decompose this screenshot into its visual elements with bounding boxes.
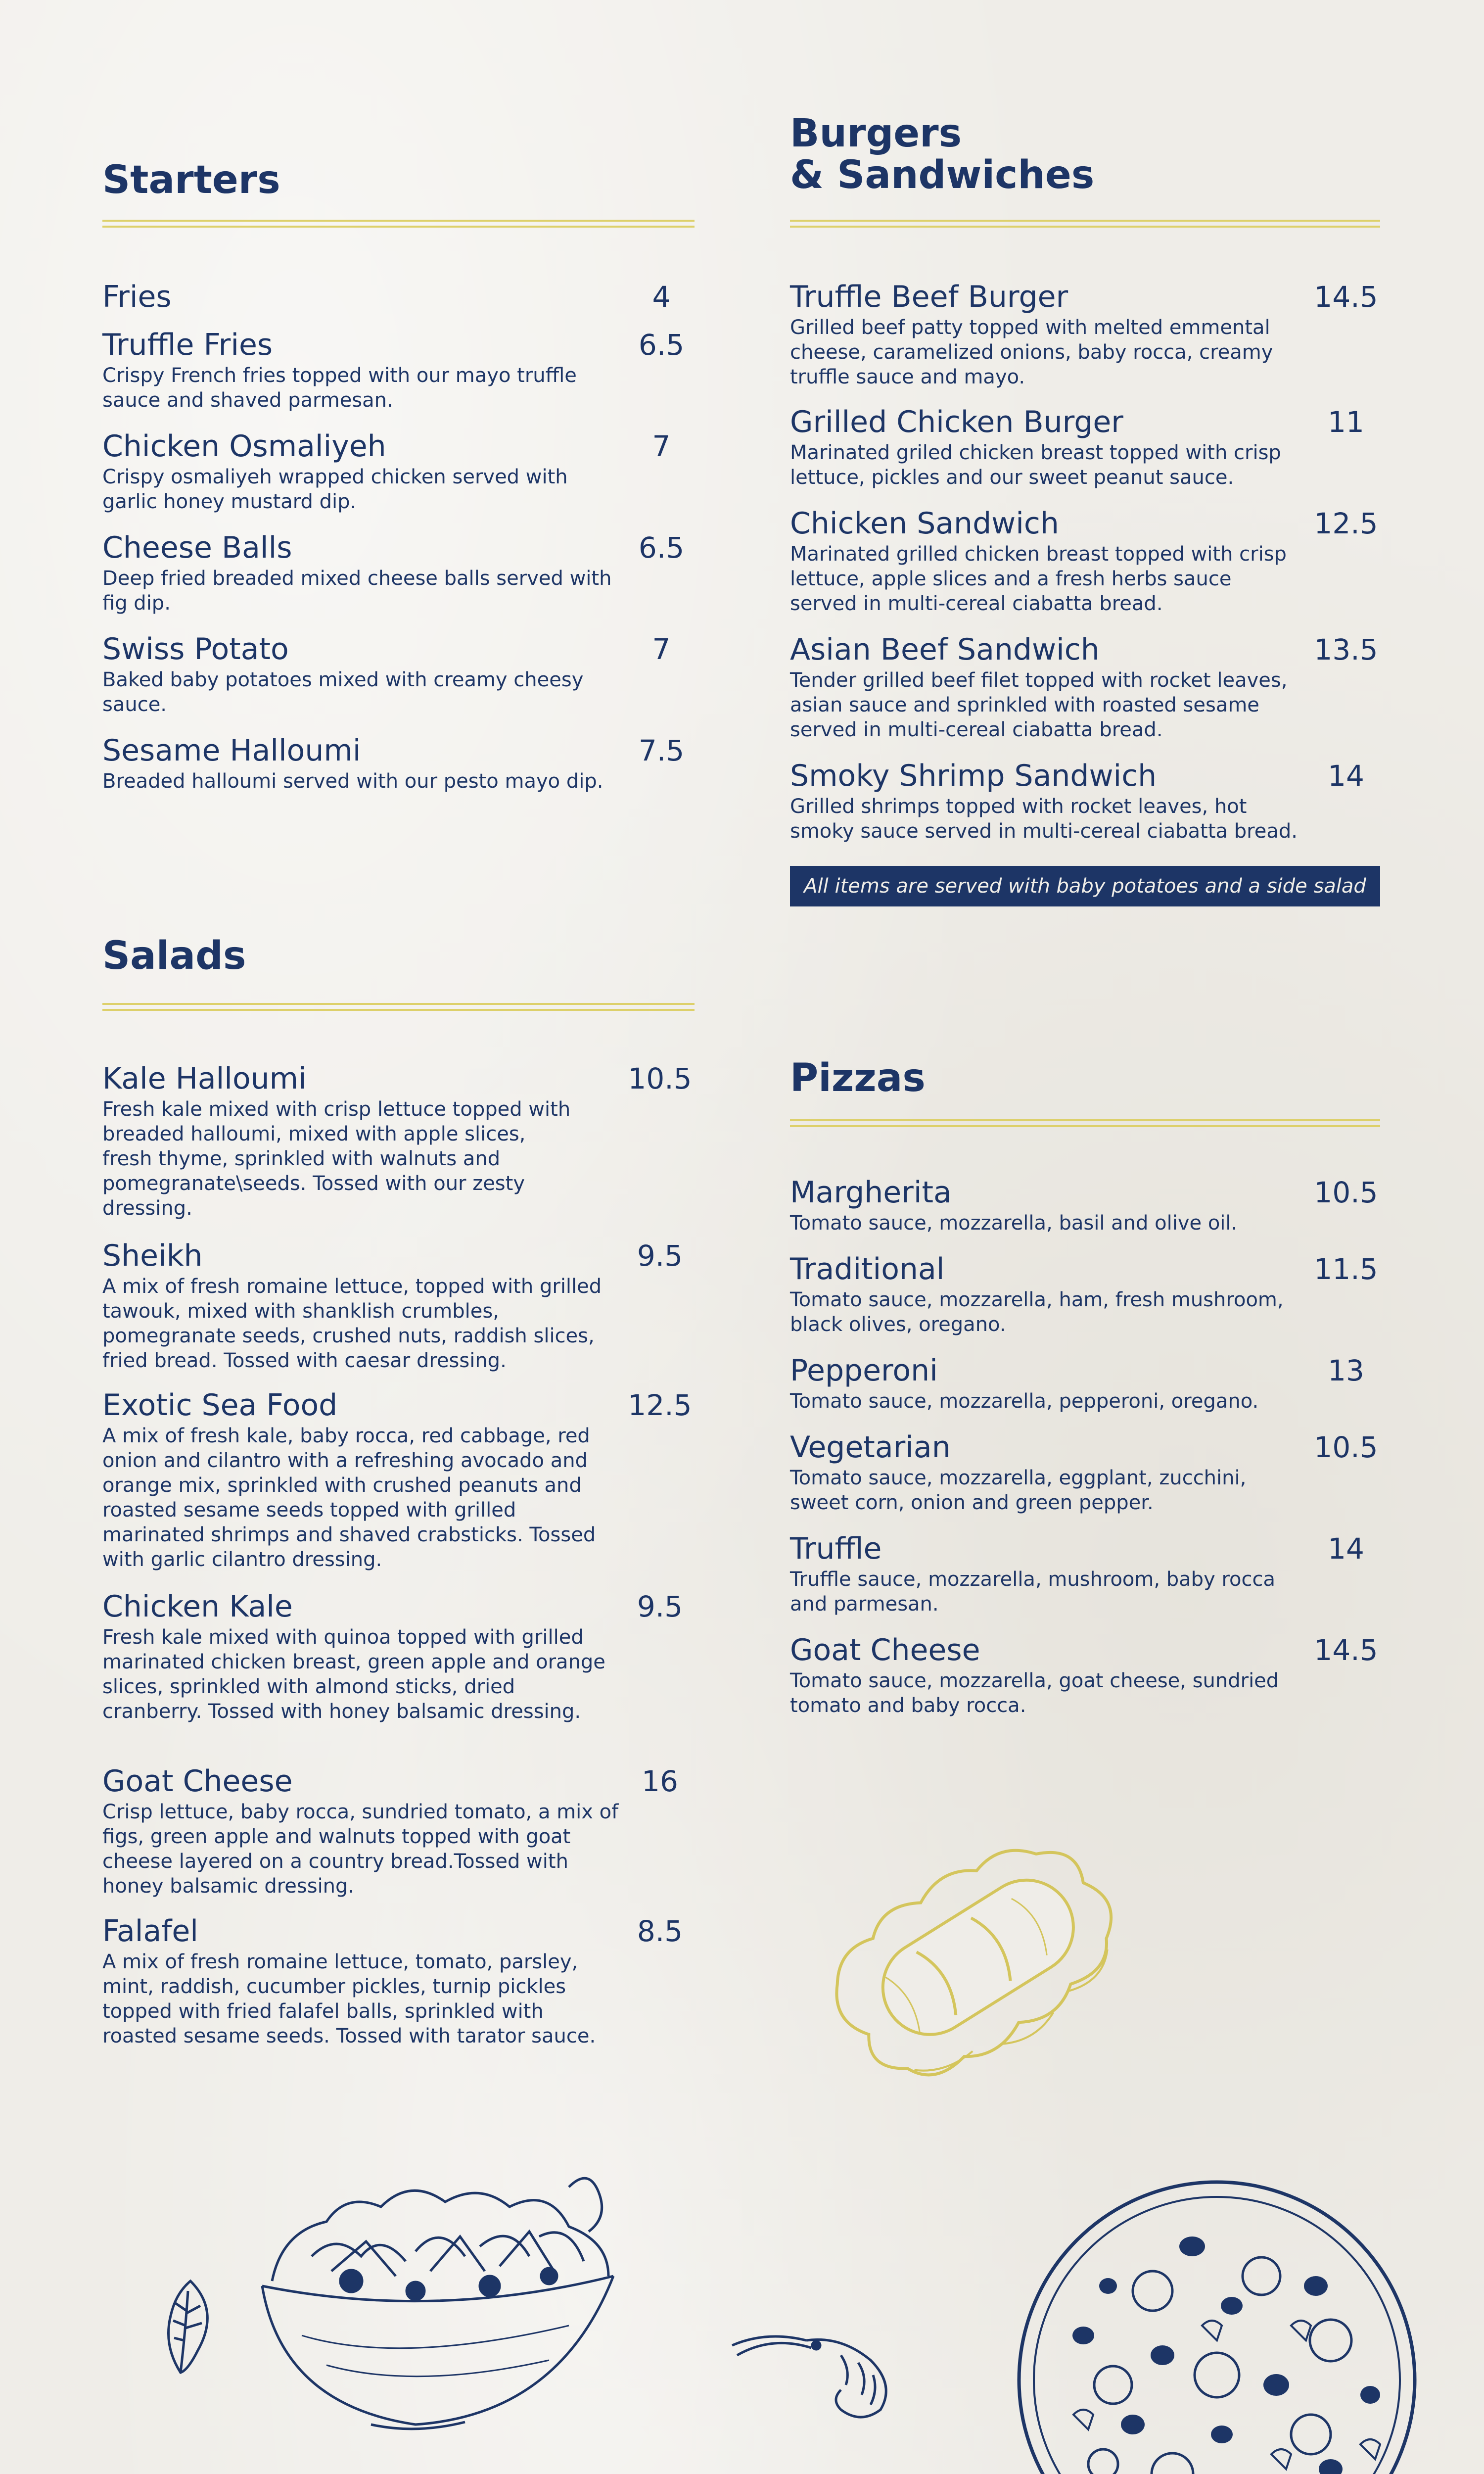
item-description: Grilled beef patty topped with melted emmental cheese, caramelized onions, baby rocca, creamy truffle sauce and mayo. [790,316,1273,388]
menu-item [102,328,711,413]
item-name: Asian Beef Sandwich [790,632,1100,667]
item-description: Crisp lettuce, baby rocca, sundried tomato, a mix of figs, green apple and walnuts topped with goat cheese layered on a country bread.Tossed with honey balsamic dressing. [102,1801,619,1898]
item-name: Smoky Shrimp Sandwich [790,759,1157,793]
item-name: Chicken Osmaliyeh [102,429,386,464]
pizza-illustration [1014,2177,1420,2474]
item-name: Sesame Halloumi [102,733,361,768]
menu-item [790,1175,1398,1236]
pizzas-divider [790,1119,1380,1127]
item-description: Fresh kale mixed with crisp lettuce topped with breaded halloumi, mixed with apple slices, fresh thyme, sprinkled with walnuts and pomegranate\seeds. Tossed with our zesty dressing. [102,1098,571,1220]
menu-item [790,506,1398,616]
menu-item [790,1430,1398,1515]
item-price: 7.5 [638,734,685,767]
item-price: 10.5 [1314,1176,1378,1209]
item-description: Marinated grilled chicken breast topped with crisp lettuce, apple slices and a fresh herbs sauce served in multi-cereal ciabatta bread. [790,543,1287,615]
item-price: 8.5 [637,1914,683,1948]
item-description: Tomato sauce, mozzarella, eggplant, zucchini, sweet corn, onion and green pepper. [790,1467,1247,1514]
item-name: Swiss Potato [102,632,289,666]
item-name: Goat Cheese [102,1764,293,1799]
item-price: 9.5 [637,1590,683,1623]
salads-divider [102,1003,695,1011]
menu-item [102,1914,711,2048]
menu-item [790,1252,1398,1337]
menu-item [790,632,1398,742]
menu-item [102,429,711,514]
burgers-title: Burgers & Sandwiches [790,111,1095,197]
item-price: 10.5 [1314,1430,1378,1464]
item-price: 14 [1328,1532,1364,1566]
item-name: Exotic Sea Food [102,1388,338,1423]
item-name: Vegetarian [790,1430,951,1465]
menu-item [102,1238,711,1373]
item-description: Baked baby potatoes mixed with creamy cheesy sauce. [102,668,584,716]
item-description: Tomato sauce, mozzarella, basil and olive oil. [790,1212,1238,1235]
item-price: 13.5 [1314,633,1378,666]
item-name: Grilled Chicken Burger [790,405,1123,439]
item-description: Tomato sauce, mozzarella, goat cheese, sundried tomato and baby rocca. [790,1669,1279,1717]
item-price: 11 [1328,405,1364,439]
item-description: Tomato sauce, mozzarella, pepperoni, oregano. [790,1390,1259,1413]
menu-item [790,759,1398,844]
menu-item [790,1353,1398,1414]
item-name: Falafel [102,1914,198,1949]
burgers-divider [790,220,1380,228]
menu-item [790,280,1398,389]
item-price: 14.5 [1314,280,1378,314]
menu-item [790,1531,1398,1617]
menu-item [102,1589,711,1724]
salads-title: Salads [102,934,246,978]
menu-item [102,530,711,616]
item-name: Sheikh [102,1238,203,1273]
item-description: Marinated griled chicken breast topped with crisp lettuce, pickles and our sweet peanut sauce. [790,441,1281,489]
item-name: Fries [102,280,172,314]
item-name: Chicken Kale [102,1589,293,1624]
item-description: Breaded halloumi served with our pesto mayo dip. [102,770,603,793]
menu-item [790,405,1398,490]
item-description: A mix of fresh kale, baby rocca, red cabbage, red onion and cilantro with a refreshing avocado and orange mix, sprinkled with crushed peanuts and roasted sesame seeds topped with grilled marinated shrimps and shaved crabsticks. Tossed with garlic cilantro dressing. [102,1425,596,1571]
item-name: Truffle Fries [102,328,273,362]
item-price: 16 [642,1764,678,1798]
item-name: Truffle Beef Burger [790,280,1068,314]
shrimp-illustration [727,2326,915,2425]
item-name: Cheese Balls [102,530,292,565]
item-description: Deep fried breaded mixed cheese balls served with fig dip. [102,567,612,615]
item-description: Crispy osmaliyeh wrapped chicken served with garlic honey mustard dip. [102,466,568,513]
item-name: Kale Halloumi [102,1061,307,1096]
item-price: 13 [1328,1354,1364,1387]
leaf-illustration [158,2276,223,2375]
item-description: Crispy French fries topped with our mayo truffle sauce and shaved parmesan. [102,364,577,412]
item-name: Traditional [790,1252,945,1286]
menu-item [102,1388,711,1572]
item-price: 14 [1328,759,1364,793]
item-price: 10.5 [628,1062,692,1095]
menu-item [102,1061,711,1221]
item-description: A mix of fresh romaine lettuce, tomato, parsley, mint, raddish, cucumber pickles, turnip pickles topped with fried falafel balls, sprinkled with roasted sesame seeds. Tossed with tarator sauce. [102,1951,596,2047]
item-name: Margherita [790,1175,952,1210]
menu-item [102,1764,711,1899]
salad-bowl-illustration [252,2157,638,2434]
item-price: 9.5 [637,1239,683,1273]
item-price: 6.5 [638,328,685,362]
item-price: 7 [652,632,671,666]
item-price: 12.5 [628,1388,692,1422]
item-description: Grilled shrimps topped with rocket leaves, hot smoky sauce served in multi-cereal ciabatta bread. [790,795,1298,843]
menu-item [102,280,711,314]
item-name: Goat Cheese [790,1633,980,1667]
starters-title: Starters [102,158,280,202]
item-name: Chicken Sandwich [790,506,1059,541]
starters-divider [102,220,695,228]
item-description: Tomato sauce, mozzarella, ham, fresh mushroom, black olives, oregano. [790,1288,1284,1336]
item-name: Truffle [790,1531,882,1566]
item-description: Fresh kale mixed with quinoa topped with grilled marinated chicken breast, green apple and orange slices, sprinkled with almond sticks, dried cranberry. Tossed with honey balsamic dressing. [102,1626,605,1723]
item-price: 11.5 [1314,1252,1378,1286]
menu-item [102,632,711,717]
item-description: Tender grilled beef filet topped with rocket leaves, asian sauce and sprinkled with roasted sesame served in multi-cereal ciabatta bread. [790,669,1288,741]
pizzas-title: Pizzas [790,1056,926,1100]
item-price: 6.5 [638,531,685,565]
item-price: 14.5 [1314,1633,1378,1667]
item-price: 12.5 [1314,507,1378,540]
item-description: Truffle sauce, mozzarella, mushroom, baby rocca and parmesan. [790,1568,1275,1616]
item-price: 4 [652,280,671,314]
item-price: 7 [652,429,671,463]
sandwich-illustration [806,1801,1153,2118]
menu-item [102,733,711,794]
item-description: A mix of fresh romaine lettuce, topped with grilled tawouk, mixed with shanklish crumbles, pomegranate seeds, crushed nuts, raddish slices, fried bread. Tossed with caesar dressing. [102,1275,602,1372]
served-with-banner: All items are served with baby potatoes and a side salad [790,866,1380,906]
item-name: Pepperoni [790,1353,938,1388]
menu-item [790,1633,1398,1718]
